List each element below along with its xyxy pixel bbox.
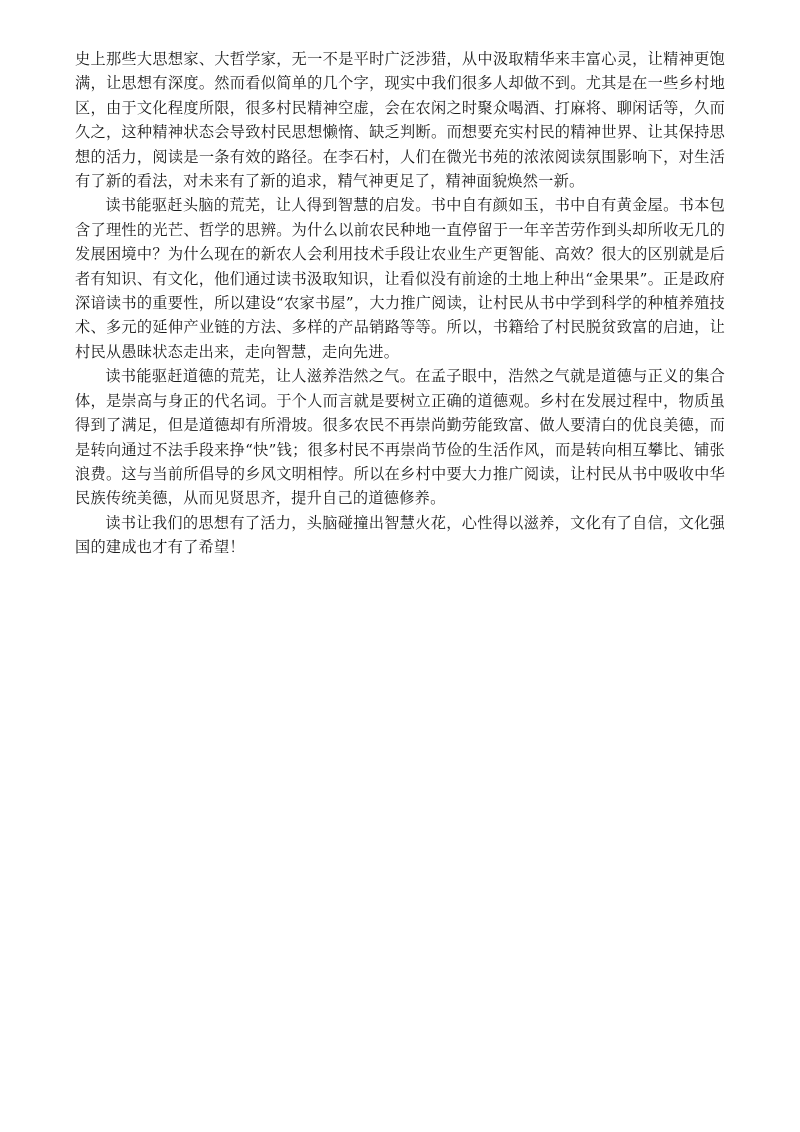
body-paragraph-4: 读书让我们的思想有了活力，头脑碰撞出智慧火花，心性得以滋养，文化有了自信，文化强国的建成也才有了希望！ <box>75 513 725 557</box>
body-paragraph-2: 读书能驱赶头脑的荒芜，让人得到智慧的启发。书中自有颜如玉，书中自有黄金屋。书本包含了理性的光芒、哲学的思辨。为什么以前农民种地一直停留于一年辛苦劳作到头却所收无几的发展困境中？为什么现在的新农人会利用技术手段让农业生产更智能、高效？很大的区别就是后者有知识、有文化，他们通过读书汲取知识，让看似没有前途的土地上种出“金果果”。正是政府深谙读书的重要性，所以建设“农家书屋”，大力推广阅读，让村民从书中学到科学的种植养殖技术、多元的延伸产业链的方法、多样的产品销路等等。所以，书籍给了村民脱贫致富的启迪，让村民从愚昧状态走出来，走向智慧，走向先进。 <box>75 196 725 361</box>
document-page <box>75 47 725 560</box>
body-paragraph-1: 史上那些大思想家、大哲学家，无一不是平时广泛涉猎，从中汲取精华来丰富心灵，让精神更饱满，让思想有深度。然而看似简单的几个字，现实中我们很多人却做不到。尤其是在一些乡村地区，由于文化程度所限，很多村民精神空虚，会在农闲之时聚众喝酒、打麻将、聊闲话等，久而久之，这种精神状态会导致村民思想懒惰、缺乏判断。而想要充实村民的精神世界、让其保持思想的活力，阅读是一条有效的路径。在李石村，人们在微光书苑的浓浓阅读氛围影响下，对生活有了新的看法，对未来有了新的追求，精气神更足了，精神面貌焕然一新。 <box>75 50 725 191</box>
body-paragraph-3: 读书能驱赶道德的荒芜，让人滋养浩然之气。在孟子眼中，浩然之气就是道德与正义的集合体，是崇高与身正的代名词。于个人而言就是要树立正确的道德观。乡村在发展过程中，物质虽得到了满足，但是道德却有所滑坡。很多农民不再崇尚勤劳能致富、做人要清白的优良美德，而是转向通过不法手段来挣“快”钱；很多村民不再崇尚节俭的生活作风，而是转向相互攀比、铺张浪费。这与当前所倡导的乡风文明相悖。所以在乡村中要大力推广阅读，让村民从书中吸收中华民族传统美德，从而见贤思齐，提升自己的道德修养。 <box>75 367 725 508</box>
